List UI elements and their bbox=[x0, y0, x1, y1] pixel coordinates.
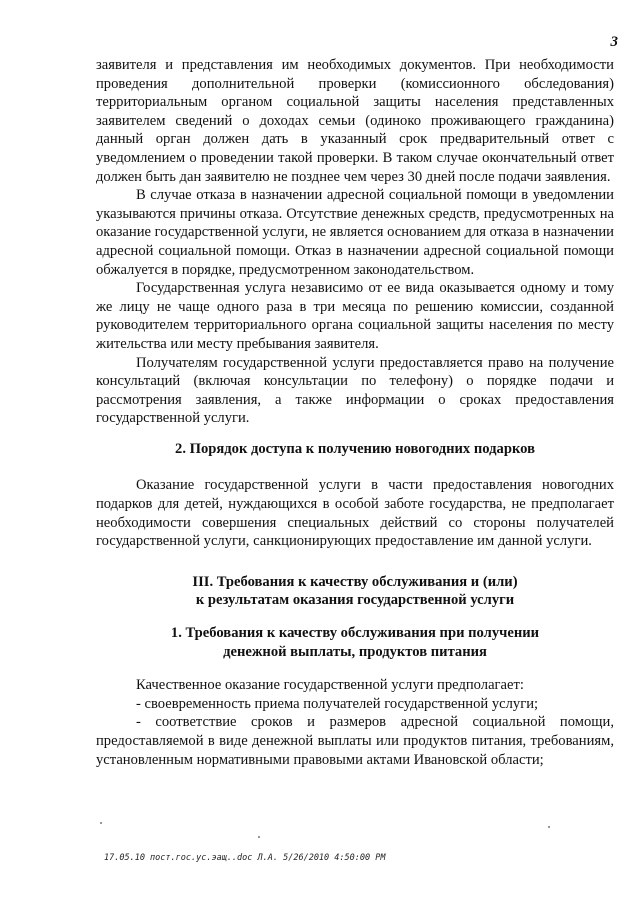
paragraph-refusal: В случае отказа в назначении адресной социальной помощи в уведомлении указываются причины отказа. Отсутствие денежных средств, предусмотренных на оказание государственной услуги, не является основанием для отказа в назначении адресной социальной помощи. Отказ в назначении адресной социальной помощи обжалуется в порядке, предусмотренном законодательством. bbox=[96, 187, 614, 278]
section-3-heading-line-2: к результатам оказания государственной услуги bbox=[195, 592, 515, 609]
document-body bbox=[96, 56, 614, 769]
section-3-heading-line-1: III. Требования к качеству обслуживания и (или) bbox=[192, 573, 518, 590]
section-2-heading: 2. Порядок доступа к получению новогодних подарков bbox=[175, 440, 535, 457]
paragraph-application-review: заявителя и представления им необходимых документов. При необходимости проведения дополнительной проверки (комиссионного обследования) территориальным органом социальной защиты населения представленных заявителем сведений о доходах семьи (одиноко проживающего гражданина) данный орган должен дать в указанный срок предварительный ответ с уведомлением о проведении такой проверки. В таком случае окончательный ответ должен быть дан заявителю не позднее чем через 30 дней после подачи заявления. bbox=[96, 57, 614, 185]
paragraph-new-year-gifts: Оказание государственной услуги в части предоставления новогодних подарков для детей, нуждающихся в особой заботе государства, не предполагает необходимости совершения специальных действий со стороны получателей государственной услуги, санкционирующих предоставление им данной услуги. bbox=[96, 477, 614, 550]
subsection-1-heading bbox=[96, 624, 614, 661]
page-number: 3 bbox=[610, 34, 618, 50]
scan-speck bbox=[258, 836, 260, 838]
paragraph-frequency: Государственная услуга независимо от ее вида оказывается одному и тому же лицу не чаще одного раза в три месяца по решению комиссии, созданной руководителем территориального органа социальной защиты населения по месту жительства или месту пребывания заявителя. bbox=[96, 280, 614, 352]
quality-item-compliance: - соответствие сроков и размеров адресной социальной помощи, предоставляемой в виде денежной выплаты или продуктов питания, требованиям, установленным нормативными правовыми актами Ивановской области; bbox=[96, 714, 614, 768]
subsection-1-heading-line-1: 1. Требования к качеству обслуживания при получении bbox=[170, 625, 540, 642]
scan-speck bbox=[100, 822, 102, 824]
scan-speck bbox=[548, 826, 550, 828]
file-footer: 17.05.10 пост.гос.ус.эащ..doc Л.А. 5/26/2010 4:50:00 PM bbox=[104, 853, 386, 863]
paragraph-consultations: Получателям государственной услуги предоставляется право на получение консультаций (включая консультации по телефону) о порядке подачи и рассмотрения заявления, а также информации о сроках предоставления государственной услуги. bbox=[96, 354, 614, 427]
subsection-1-heading-line-2: денежной выплаты, продуктов питания bbox=[223, 643, 487, 660]
quality-intro: Качественное оказание государственной услуги предполагает: bbox=[136, 677, 524, 694]
section-3-heading bbox=[96, 573, 614, 610]
quality-item-timeliness: - своевременность приема получателей государственной услуги; bbox=[136, 695, 539, 712]
